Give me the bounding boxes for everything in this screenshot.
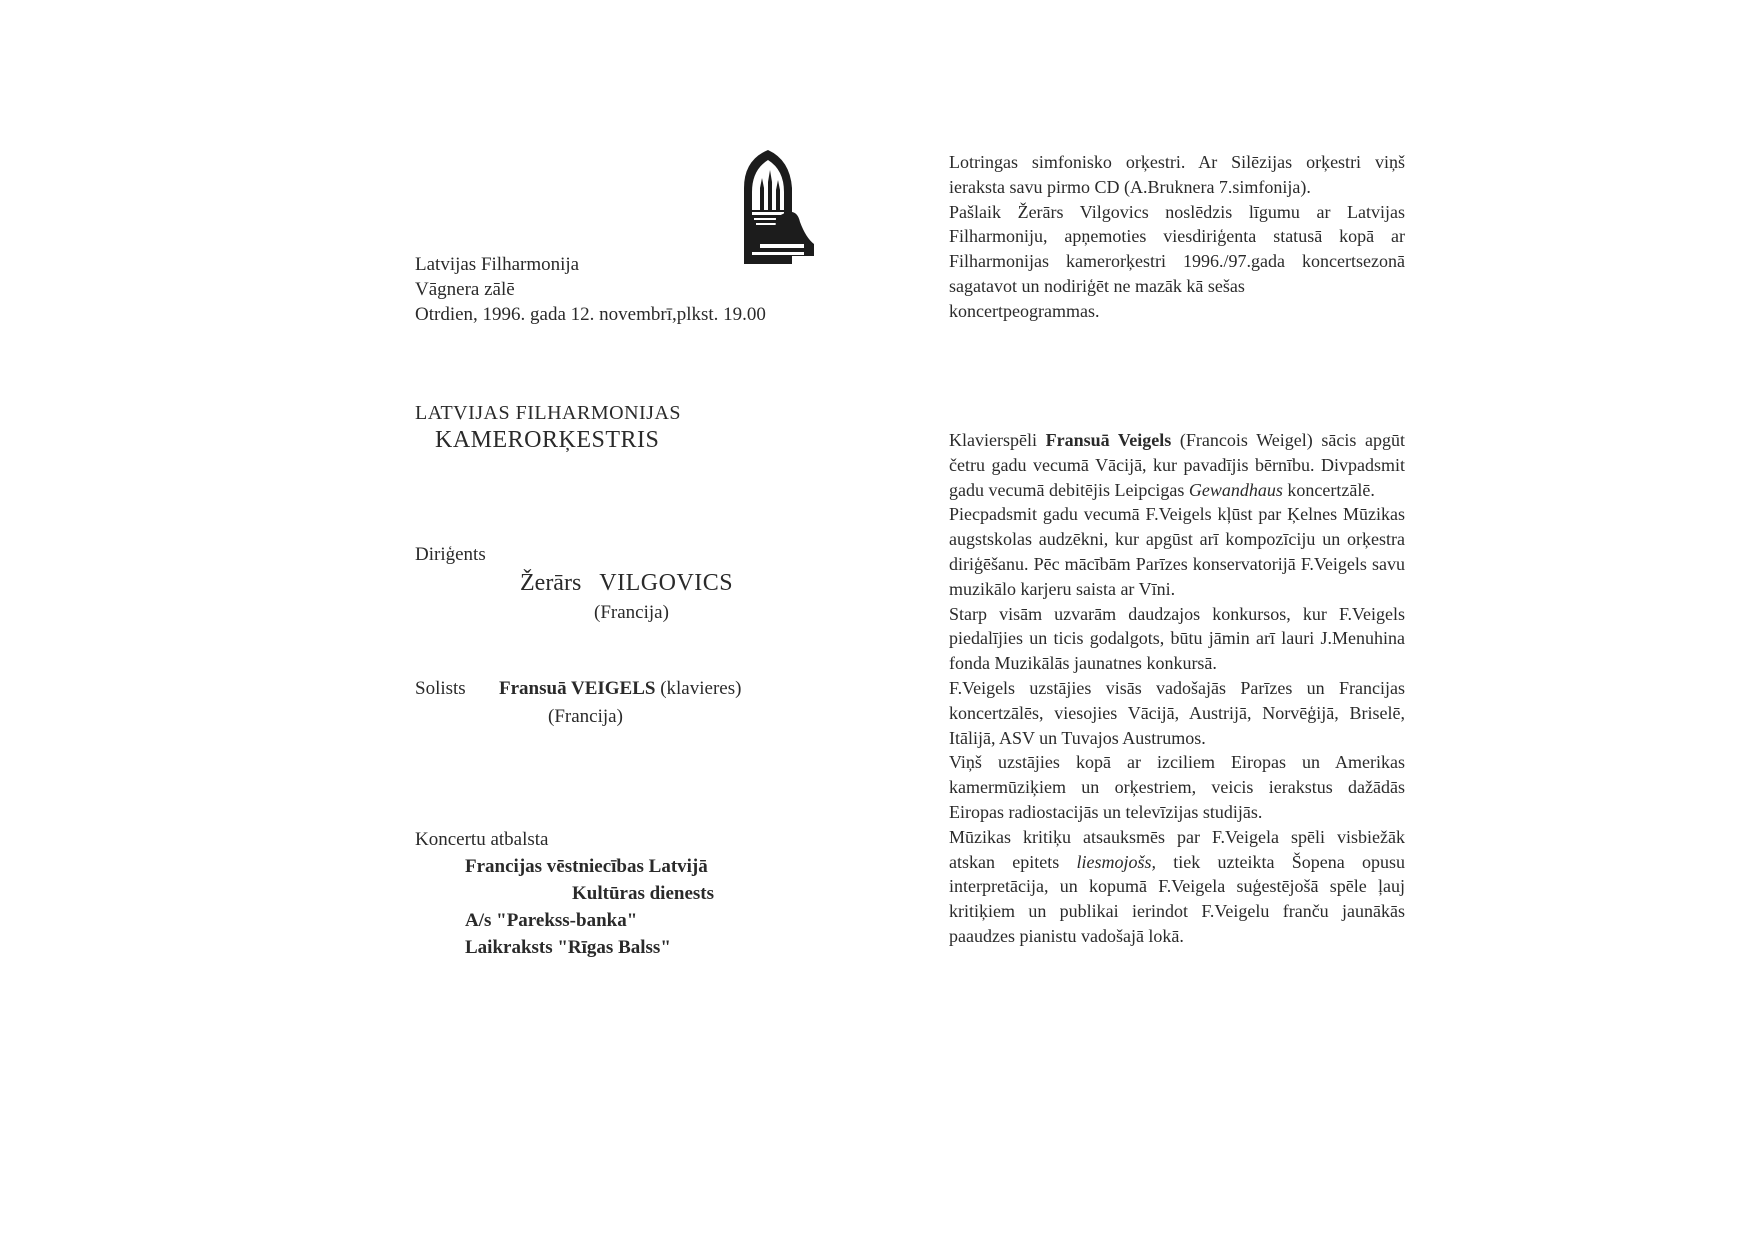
support-label: Koncertu atbalsta (415, 829, 549, 850)
soloist-name: Fransuā VEIGELS (499, 678, 656, 699)
bio-text: Mūzikas kritiķu atsauksmēs par F.Veigela spēli visbiežāk atskan epitets (949, 826, 1405, 872)
conductor-last-name: VILGOVICS (599, 570, 734, 596)
bio-paragraph: Starp visām uzvarām daudzajos konkursos, kur F.Veigels piedalījies un ticis godalgots, būtu jāmin arī lauri J.Menuhina fonda Muzikālās jaunatnes konkursā. (949, 603, 1405, 674)
support-item: Kultūras dienests (572, 883, 714, 904)
support-item: Laikraksts "Rīgas Balss" (465, 937, 671, 958)
conductor-country: (Francija) (594, 602, 669, 623)
philharmonic-logo-icon (740, 148, 816, 266)
conductor-name (520, 570, 733, 597)
venue-info (415, 252, 766, 327)
bio-epithet: liesmojošs, (1076, 851, 1156, 872)
orchestra-title-line-2: KAMERORĶESTRIS (435, 427, 660, 453)
venue-line-2: Vāgnera zālē (415, 279, 515, 300)
venue-line-1: Latvijas Filharmonija (415, 254, 580, 275)
support-item: A/s "Parekss-banka" (465, 910, 638, 931)
bio-text: tiek uzteikta Šopena opusu interpretācija, un kopumā F.Veigela suģestējošā spēle ļauj kritiķiem un publikai ierindot F.Veigelu franču jaunākās paaudzes pianistu vadošajā lokā. (949, 851, 1405, 946)
bio-paragraph: Lotringas simfonisko orķestri. Ar Silēzijas orķestri viņš ieraksta savu pirmo CD (A.Bruknera 7.simfonija). (949, 152, 1405, 197)
soloist-bio (949, 428, 1405, 949)
bio-text: koncertzālē. (1282, 479, 1375, 500)
bio-paragraph: Piecpadsmit gadu vecumā F.Veigels kļūst par Ķelnes Mūzikas augstskolas audzēkni, kur apgūst arī kompozīciju un orķestra diriģēšanu. Pēc mācībām Parīzes konservatorijā F.Veigels savu muzikālo karjeru saista ar Vīni. (949, 504, 1405, 599)
venue-line-3: Otrdien, 1996. gada 12. novembrī,plkst. 19.00 (415, 304, 766, 325)
bio-paragraph: Viņš uzstājies kopā ar izciliem Eiropas un Amerikas kamermūziķiem un orķestriem, veicis ierakstus dažādās Eiropas radiostacijās un televīzijas studijās. (949, 752, 1405, 822)
orchestra-title (415, 402, 681, 454)
bio-paragraph (949, 428, 1405, 502)
bio-paragraph: Pašlaik Žerārs Vilgovics noslēdzis līgumu ar Latvijas Filharmoniju, apņemoties viesdiriģenta statusā kopā ar Filharmonijas kamerorķestri 1996./97.gada koncertsezonā sagatavot un nodiriģēt ne mazāk kā sešas (949, 201, 1405, 296)
bio-text: (Francois Weigel) sācis apgūt četru gadu vecumā Vācijā, kur pavadījis bērnību. Divpadsmit gadu vecumā debitējis Leipcigas (949, 430, 1405, 500)
conductor-label: Diriģents (415, 544, 486, 565)
soloist-label: Solists (415, 678, 466, 699)
conductor-first-name: Žerārs (520, 570, 582, 596)
bio-soloist-name: Fransuā Veigels (1045, 430, 1172, 450)
bio-hall-name: Gewandhaus (1188, 479, 1283, 500)
bio-paragraph: koncertpeogrammas. (949, 300, 1100, 321)
soloist-instrument: (klavieres) (660, 678, 742, 699)
bio-text: Klavierspēli (949, 430, 1046, 450)
support-item: Francijas vēstniecības Latvijā (465, 856, 708, 877)
soloist-country: (Francija) (548, 706, 623, 727)
soloist-row (415, 678, 741, 700)
bio-paragraph (949, 825, 1405, 949)
conductor-bio-continued (949, 150, 1405, 324)
orchestra-title-line-1: LATVIJAS FILHARMONIJAS (415, 402, 682, 424)
bio-paragraph: F.Veigels uzstājies visās vadošajās Parīzes un Francijas koncertzālēs, viesojies Vācijā, Austrijā, Norvēģijā, Briselē, Itālijā, ASV un Tuvajos Austrumos. (949, 677, 1405, 748)
